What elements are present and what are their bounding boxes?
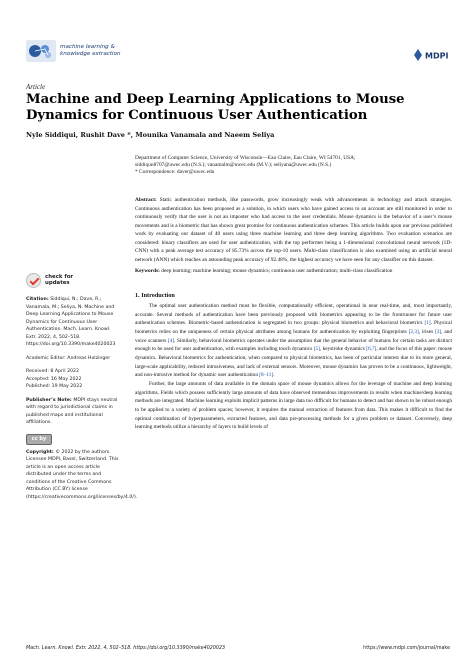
mdpi-logo-icon: [412, 48, 448, 62]
author-list: Nyle Siddiqui, Rushit Dave *, Mounika Vanamala and Naeem Seliya: [26, 131, 275, 139]
article-info-sidebar: [26, 296, 138, 507]
cc-by-license-icon[interactable]: cc by: [26, 434, 52, 445]
abstract: [135, 196, 452, 264]
correspondence: * Correspondence: daver@uwec.edu: [135, 169, 215, 176]
svg-text:MDPI: MDPI: [425, 51, 448, 61]
section-heading-introduction: 1. Introduction: [135, 292, 175, 299]
publisher-note-block: Publisher’s Note: MDPI stays neutral with regard to jurisdictional claims in published maps and institutional affiliations.: [26, 397, 118, 425]
article-title: Machine and Deep Learning Applications to Mouse Dynamics for Continuous User Authentication: [26, 92, 405, 123]
academic-editor-block: Academic Editor: Andreas Holzinger: [26, 355, 111, 361]
citation-block: Citation: Siddiqui, N.; Dave, R.; Vanamala, M.; Seliya, N. Machine and Deep Learning Applications to Mouse Dynamics for Continuous User Authentication. Mach. Learn. Knowl. Extr. 2022, 4, 502–518. https://doi.org/10.3390/make4020023: [26, 297, 116, 347]
citation-link[interactable]: [1]: [424, 320, 431, 327]
affiliations: [135, 155, 455, 177]
footer-journal-link[interactable]: https://www.mdpi.com/journal/make: [363, 646, 450, 651]
keywords: [135, 267, 452, 276]
citation-link[interactable]: [5]: [313, 346, 320, 353]
journal-logo-icon: [26, 40, 56, 62]
journal-name-line-1: machine learning &: [60, 44, 115, 50]
citation-link[interactable]: [8–11]: [259, 372, 274, 379]
accepted-date: Accepted: 16 May 2022: [26, 376, 82, 382]
check-for-updates-button[interactable]: [26, 272, 74, 292]
affiliation-line: Department of Computer Science, University of Wisconsin—Eau Claire, Eau Claire, WI 54701, USA;: [135, 155, 356, 161]
dates-block: [26, 368, 122, 391]
journal-name-line-2: knowledge extraction: [60, 51, 121, 58]
keywords-label: Keywords:: [135, 268, 160, 274]
footer-citation: Mach. Learn. Knowl. Extr. 2022, 4, 502–518. https://doi.org/10.3390/make4020023: [26, 646, 226, 651]
check-updates-icon: [26, 273, 41, 288]
introduction-body: [135, 302, 452, 432]
keywords-text: deep learning; machine learning; mouse dynamics; continuous user authentication; multi-class classification: [161, 268, 393, 274]
abstract-text: Static authentication methods, like passwords, grow increasingly weak with advancements in technology and attack strategies. Continuous authentication has been proposed as a solution, in which users who have gained access to an account are still monitored in order to continuously verify that the user is not an imposter who had access to the user credentials. Mouse dynamics is the behavior of a user’s mouse movements and is a biometric that has shown great promise for continuous authentication schemes. This article builds upon our previous published work by evaluating our dataset of 40 users using three machine learning and three deep learning algorithms. Two evaluation scenarios are considered: binary classifiers are used for user authentication, with the top performer being a 1-dimensional convolutional neural network (1D-CNN) with a peak average test accuracy of 85.73% across the top-10 users. Multi-class classification is also examined using an artificial neural network (ANN) which reaches an astounding peak accuracy of 92.48%, the highest accuracy we have seen for any classifier on this dataset.: [135, 197, 452, 263]
article-type: Article: [26, 83, 46, 91]
citation-link[interactable]: [3]: [435, 328, 442, 335]
intro-paragraph-2: Further, the large amounts of data available in the domain space of mouse dynamics allows for the leverage of machine and deep learning algorithms. Fields which possess sufficiently large amounts of data have observed tremendous improvements in results when machine/deep learning methods are integrated. Machine learning exploits implicit patterns in large data too difficult for humans to detect and has shown to be robust enough to be applied to a variety of problem spaces; however, it requires the manual extraction of features from data. This makes it difficult to find the optimal combination of hyperparameters, extracted features, and data pre-processing methods for a given problem or dataset. Conversely, deep learning methods utilize a hierarchy of layers to build levels of: [135, 380, 452, 431]
published-date: Published: 19 May 2022: [26, 384, 83, 389]
affiliation-emails: siddiqun8707@uwec.edu (N.S.); vanamalm@uwec.edu (M.V.); seliyana@uwec.edu (N.S.): [135, 162, 332, 169]
received-date: Received: 8 April 2022: [26, 369, 80, 374]
copyright-block: Copyright: © 2022 by the authors. Licensee MDPI, Basel, Switzerland. This article is an open access article distributed under the terms and conditions of the Creative Commons Attribution (CC BY) license (https://creativecommons.org/licenses/by/4.0/).: [26, 449, 138, 500]
check-updates-label: check for updates: [45, 274, 74, 286]
citation-link[interactable]: [4]: [167, 337, 175, 344]
journal-name: [60, 44, 150, 58]
intro-paragraph-1: The optimal user authentication method must be flexible, computationally efficient, operational in near real-time, and, most importantly, accurate. Several methods of authentication have been previously proposed with biometrics appearing to be the frontrunner for future user authentication schemes. Biometric-based authentication is segregated in two groups: physical biometrics and behavioral biometrics [1]. Physical biometrics relies on the uniqueness of certain physical attributes among humans for authentication by exploiting fingerprints [2,3], irises [3], and voice scanners [4]. Similarly, behavioral biometrics operates under the assumption that the general behavior of humans for certain tasks are distinct enough to be used for user authentication, with examples including touch dynamics [5], keystroke dynamics [6,7], and the focus of this paper: mouse dynamics. Behavioral biometrics for authentication, when compared to physical biometrics, has been of particular interest due to its more general, large-scale applicability, reduced intrusiveness, and lack of external sensors. Moreover, mouse dynamics has proven to be a continuous, lightweight, and non-intrusive method for dynamic user authentication [8–11].: [135, 303, 453, 379]
abstract-label: Abstract:: [135, 197, 157, 203]
citation-link[interactable]: [2,3]: [408, 328, 419, 335]
citation-link[interactable]: [6,7]: [366, 346, 377, 353]
